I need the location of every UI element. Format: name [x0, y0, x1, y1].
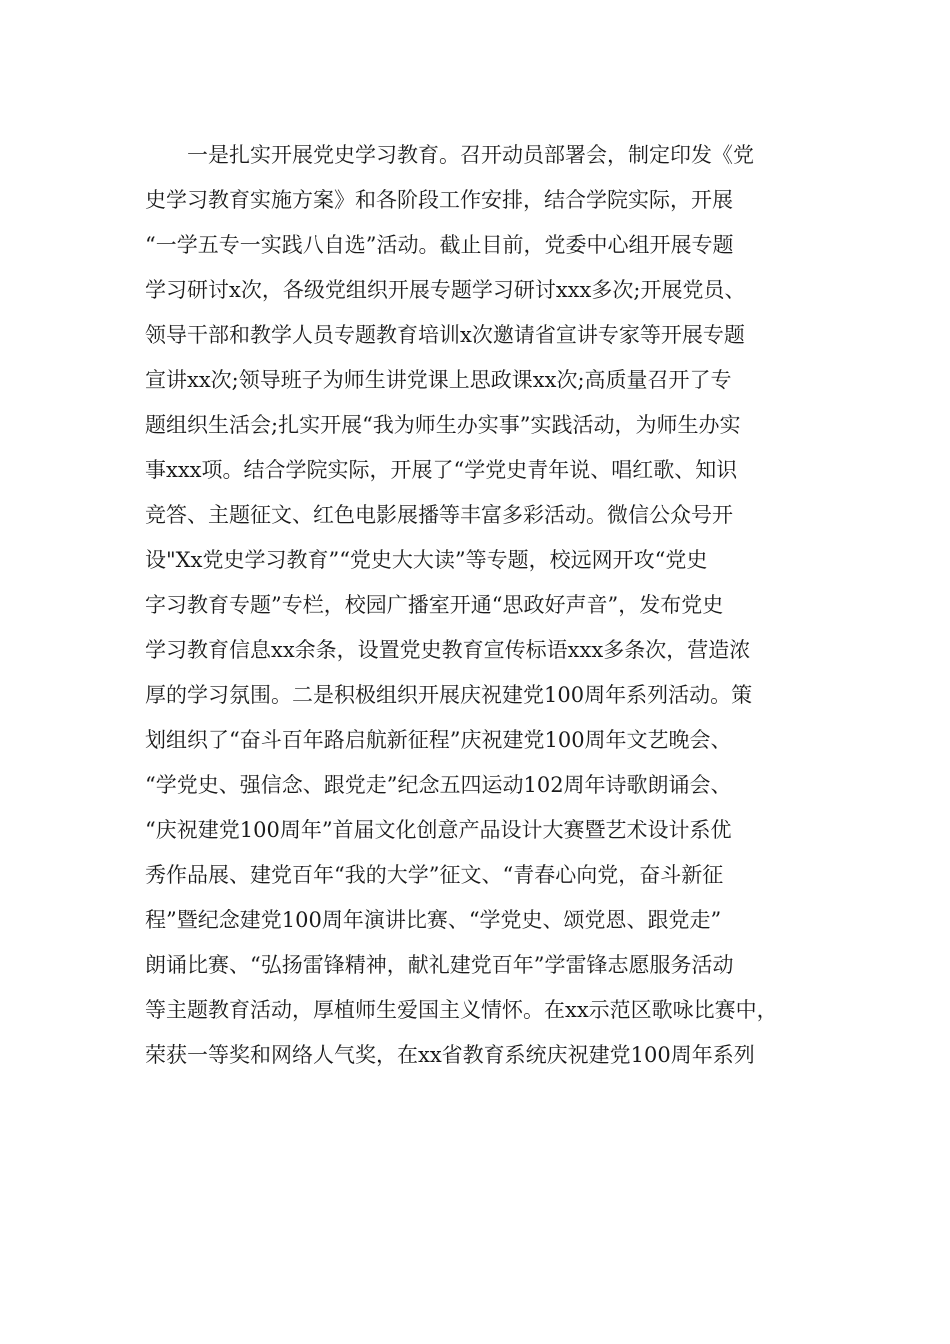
text-line: 竞答、主题征文、红色电影展播等丰富多彩活动。微信公众号开 [145, 503, 733, 527]
text-line: “学党史、强信念、跟党走”纪念五四运动102周年诗歌朗诵会、 [145, 773, 732, 797]
text-line: 等主题教育活动，厚植师生爱国主义情怀。在xx示范区歌咏比赛中， [145, 998, 778, 1022]
text-line: 秀作品展、建党百年“我的大学”征文、“青春心向党，奋斗新征 [145, 863, 724, 887]
text-line: 划组织了“奋斗百年路启航新征程”庆祝建党100周年文艺晚会、 [145, 728, 732, 752]
text-line: 一是扎实开展党史学习教育。召开动员部署会，制定印发《党 [187, 143, 754, 167]
text-line: “庆祝建党100周年”首届文化创意产品设计大赛暨艺术设计系优 [145, 818, 732, 842]
body-paragraph [145, 133, 825, 1078]
text-line: 荣获一等奖和网络人气奖，在xx省教育系统庆祝建党100周年系列 [145, 1043, 755, 1067]
text-line: 事xxx项。结合学院实际，开展了“学党史青年说、唱红歌、知识 [145, 458, 738, 482]
text-line: “一学五专一实践八自选”活动。截止目前，党委中心组开展专题 [145, 233, 734, 257]
text-line: 厚的学习氛围。二是积极组织开展庆祝建党100周年系列活动。策 [145, 683, 753, 707]
text-line: 字习教育专题”专栏，校园广播室开通“思政好声音”，发布党史 [145, 593, 724, 617]
text-line: 领导干部和教学人员专题教育培训x次邀请省宣讲专家等开展专题 [145, 323, 745, 347]
text-line: 题组织生活会;扎实开展“我为师生办实事”实践活动，为师生办实 [145, 413, 741, 437]
text-line: 学习教育信息xx余条，设置党史教育宣传标语xxx多条次，营造浓 [145, 638, 751, 662]
text-line: 学习研讨x次，各级党组织开展专题学习研讨xxx多次;开展党员、 [145, 278, 746, 302]
text-line: 设"Xx党史学习教育”“党史大大读”等专题，校远网开攻“党史 [145, 548, 708, 572]
text-line: 宣讲xx次;领导班子为师生讲党课上思政课xx次;高质量召开了专 [145, 368, 732, 392]
text-line: 史学习教育实施方案》和各阶段工作安排，结合学院实际，开展 [145, 188, 733, 212]
text-line: 程”暨纪念建党100周年演讲比赛、“学党史、颂党恩、跟党走” [145, 908, 722, 932]
text-line: 朗诵比赛、“弘扬雷锋精神，献礼建党百年”学雷锋志愿服务活动 [145, 953, 734, 977]
